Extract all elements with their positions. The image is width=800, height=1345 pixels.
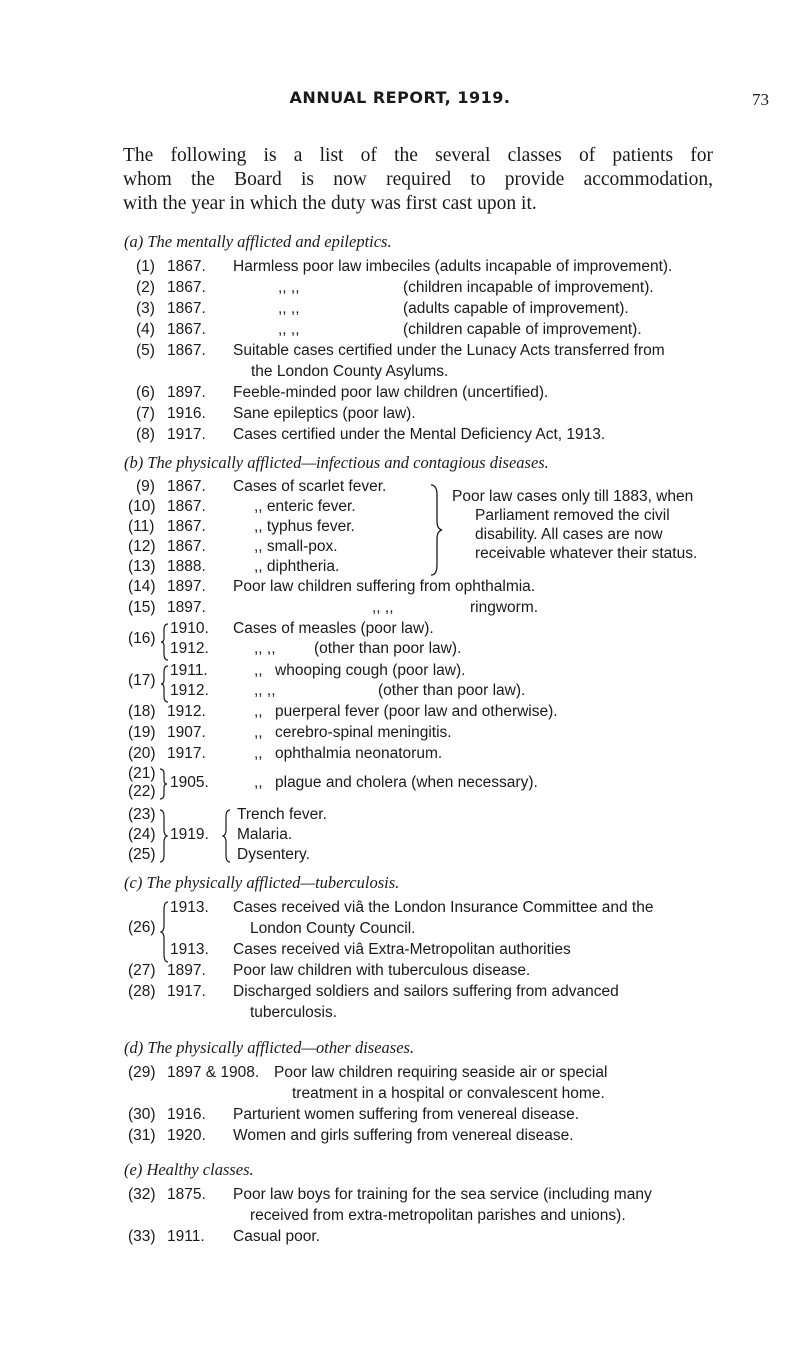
item-text: Trench fever. <box>237 806 327 823</box>
section-d-heading: (d) The physically afflicted—other diseases. <box>124 1038 415 1057</box>
item-number: (19) <box>128 724 156 741</box>
item-text: ,, enteric fever. <box>254 498 356 515</box>
item-number: (16) <box>128 630 156 647</box>
item-text-continued: received from extra-metropolitan parishes and unions). <box>250 1207 626 1224</box>
item-text: Poor law children with tuberculous disease. <box>233 962 531 979</box>
item-text: whooping cough (poor law). <box>275 662 466 679</box>
ditto-mark: ,, <box>254 703 263 720</box>
item-text: Discharged soldiers and sailors suffering from advanced <box>233 983 619 1000</box>
item-number: (12) <box>128 538 156 555</box>
item-number: (32) <box>128 1186 156 1203</box>
item-year: 1913. <box>170 941 209 958</box>
ditto-mark: ,, ,, <box>254 640 276 657</box>
item-year: 1913. <box>170 899 209 916</box>
item-number: (18) <box>128 703 156 720</box>
item-text: (other than poor law). <box>314 640 462 657</box>
item-number: (4) <box>136 321 155 338</box>
ditto-mark: ,, ,, <box>278 279 300 296</box>
item-year: 1907. <box>167 724 206 741</box>
left-brace-icon <box>222 808 232 864</box>
item-text: Poor law boys for training for the sea service (including many <box>233 1186 652 1203</box>
item-text: Cases of scarlet fever. <box>233 478 387 495</box>
intro-line: The following is a list of the several classes of patients for <box>123 145 713 166</box>
section-a-heading: (a) The mentally afflicted and epileptics. <box>124 232 392 251</box>
item-number: (7) <box>136 405 155 422</box>
item-number: (14) <box>128 578 156 595</box>
item-text: Malaria. <box>237 826 293 843</box>
item-number: (1) <box>136 258 155 275</box>
item-number: (26) <box>128 919 156 936</box>
item-year: 1897. <box>167 599 206 616</box>
item-text: (adults capable of improvement). <box>403 300 629 317</box>
item-number: (29) <box>128 1064 156 1081</box>
item-year: 1920. <box>167 1127 206 1144</box>
ditto-mark: ,, <box>254 724 263 741</box>
item-number: (15) <box>128 599 156 616</box>
running-header: ANNUAL REPORT, 1919. <box>289 88 511 107</box>
item-text: Suitable cases certified under the Lunacy Acts transferred from <box>233 342 665 359</box>
item-number: (8) <box>136 426 155 443</box>
item-text: ringworm. <box>470 599 539 616</box>
item-year: 1867. <box>167 498 206 515</box>
item-number: (20) <box>128 745 156 762</box>
item-year: 1916. <box>167 1106 206 1123</box>
item-text: Poor law children suffering from ophthalmia. <box>233 578 536 595</box>
item-number: (6) <box>136 384 155 401</box>
item-number: (17) <box>128 672 156 689</box>
item-text: ,, typhus fever. <box>254 518 355 535</box>
item-year: 1917. <box>167 745 206 762</box>
item-number: (11) <box>128 518 155 535</box>
item-year: 1912. <box>170 640 209 657</box>
item-year: 1867. <box>167 342 206 359</box>
item-text: Cases of measles (poor law). <box>233 620 434 637</box>
item-text-continued: tuberculosis. <box>250 1004 338 1021</box>
ditto-mark: ,, ,, <box>254 682 276 699</box>
item-number: (27) <box>128 962 156 979</box>
item-text: Harmless poor law imbeciles (adults incapable of improvement). <box>233 258 673 275</box>
item-number: (28) <box>128 983 156 1000</box>
item-year: 1867. <box>167 279 206 296</box>
intro-paragraph <box>123 144 713 216</box>
item-text: Feeble-minded poor law children (uncertified). <box>233 384 549 401</box>
item-text: (children capable of improvement). <box>403 321 642 338</box>
intro-line: whom the Board is now required to provide accommodation, <box>123 169 713 190</box>
left-brace-icon <box>160 622 170 662</box>
item-text: puerperal fever (poor law and otherwise). <box>275 703 558 720</box>
item-text: Casual poor. <box>233 1228 321 1245</box>
item-text: Dysentery. <box>237 846 310 863</box>
intro-line: with the year in which the duty was first cast upon it. <box>123 193 537 214</box>
item-text: Cases received viâ the London Insurance Committee and the <box>233 899 654 916</box>
item-year: 1917. <box>167 426 206 443</box>
item-number: (31) <box>128 1127 156 1144</box>
item-year: 1897 & 1908. <box>167 1064 260 1081</box>
item-number: (21) <box>128 765 156 782</box>
right-brace-icon <box>428 483 444 577</box>
item-year: 1897. <box>167 962 206 979</box>
ditto-mark: ,, <box>254 662 263 679</box>
page-number: 73 <box>752 90 769 109</box>
item-year: 1912. <box>170 682 209 699</box>
item-year: 1910. <box>170 620 209 637</box>
ditto-mark: ,, <box>254 745 263 762</box>
item-year: 1875. <box>167 1186 206 1203</box>
item-text-continued: the London County Asylums. <box>251 363 449 380</box>
item-text: (children incapable of improvement). <box>403 279 654 296</box>
right-brace-icon <box>158 808 168 864</box>
ditto-mark: ,, ,, <box>278 300 300 317</box>
item-text: Parturient women suffering from venereal disease. <box>233 1106 580 1123</box>
item-year: 1911. <box>170 662 208 679</box>
item-text: ,, small-pox. <box>254 538 338 555</box>
fever-note-line: Parliament removed the civil <box>475 507 670 524</box>
item-number: (3) <box>136 300 155 317</box>
left-brace-icon <box>160 664 170 704</box>
item-number: (10) <box>128 498 156 515</box>
fever-note-line: receivable whatever their status. <box>475 545 698 562</box>
item-year: 1867. <box>167 478 206 495</box>
item-year: 1911. <box>167 1228 205 1245</box>
item-number: (22) <box>128 783 156 800</box>
item-text-continued: London County Council. <box>250 920 416 937</box>
item-number: (13) <box>128 558 156 575</box>
item-text: cerebro-spinal meningitis. <box>275 724 452 741</box>
item-text: ,, diphtheria. <box>254 558 340 575</box>
item-year: 1867. <box>167 518 206 535</box>
section-e-heading: (e) Healthy classes. <box>124 1160 254 1179</box>
item-text: Sane epileptics (poor law). <box>233 405 416 422</box>
item-text: ophthalmia neonatorum. <box>275 745 443 762</box>
section-b-heading: (b) The physically afflicted—infectious and contagious diseases. <box>124 453 549 472</box>
item-text-continued: treatment in a hospital or convalescent home. <box>292 1085 605 1102</box>
fever-note-line: Poor law cases only till 1883, when <box>452 488 694 505</box>
item-year: 1912. <box>167 703 206 720</box>
right-brace-icon <box>158 767 168 801</box>
section-c-heading: (c) The physically afflicted—tuberculosis. <box>124 873 400 892</box>
item-year: 1897. <box>167 578 206 595</box>
item-number: (23) <box>128 806 156 823</box>
item-text: Poor law children requiring seaside air or special <box>274 1064 608 1081</box>
item-number: (24) <box>128 826 156 843</box>
item-number: (25) <box>128 846 156 863</box>
item-year: 1917. <box>167 983 206 1000</box>
item-year: 1867. <box>167 258 206 275</box>
item-number: (5) <box>136 342 155 359</box>
ditto-mark: ,, <box>254 774 263 791</box>
item-number: (2) <box>136 279 155 296</box>
fever-note-line: disability. All cases are now <box>475 526 663 543</box>
item-text: Cases received viâ Extra-Metropolitan authorities <box>233 941 571 958</box>
left-brace-icon <box>160 900 170 964</box>
item-text: (other than poor law). <box>378 682 526 699</box>
item-text: Cases certified under the Mental Deficiency Act, 1913. <box>233 426 606 443</box>
item-year: 1897. <box>167 384 206 401</box>
item-year: 1916. <box>167 405 206 422</box>
item-number: (33) <box>128 1228 156 1245</box>
ditto-mark: ,, ,, <box>278 321 300 338</box>
ditto-mark: ,, ,, <box>372 599 394 616</box>
item-text: Women and girls suffering from venereal disease. <box>233 1127 574 1144</box>
item-year: 1905. <box>170 774 209 791</box>
item-year: 1867. <box>167 300 206 317</box>
item-number: (9) <box>136 478 155 495</box>
item-number: (30) <box>128 1106 156 1123</box>
item-year: 1919. <box>170 826 209 843</box>
item-year: 1888. <box>167 558 206 575</box>
item-text: plague and cholera (when necessary). <box>275 774 538 791</box>
item-year: 1867. <box>167 538 206 555</box>
item-year: 1867. <box>167 321 206 338</box>
